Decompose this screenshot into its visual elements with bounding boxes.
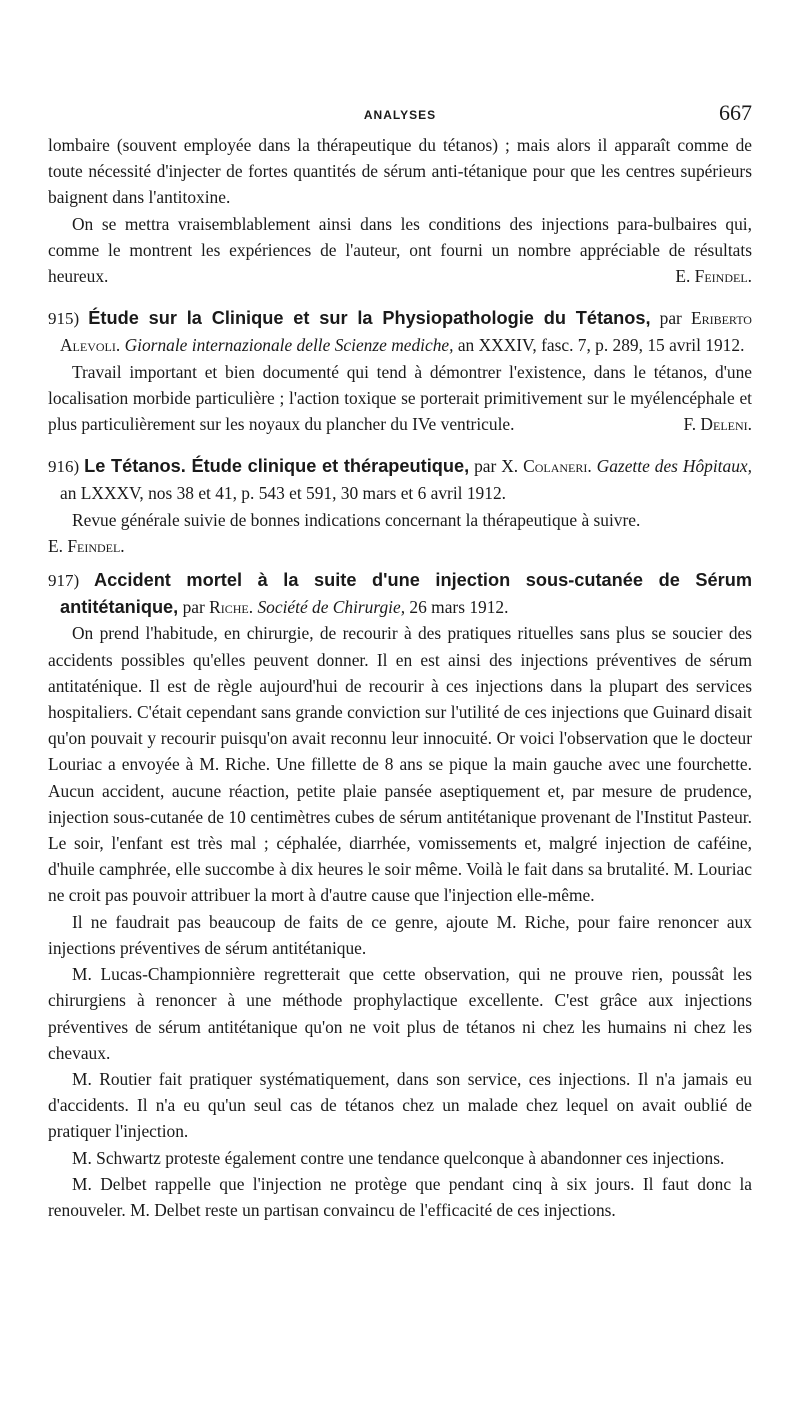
entry-917-number: 917) <box>48 571 80 591</box>
page-number: 667 <box>719 100 752 125</box>
entry-915-citation: an XXXIV, fasc. 7, p. 289, 15 avril 1912. <box>453 335 745 356</box>
carryover-paragraph-2 <box>48 211 752 290</box>
entry-915-by: par <box>650 308 691 329</box>
entry-916-citation: an LXXXV, nos 38 et 41, p. 543 et 591, 30 mars et 6 avril 1912. <box>60 483 506 504</box>
entry-917-citation: 26 mars 1912. <box>405 597 509 618</box>
signature-feindel-1: E. Feindel. <box>675 266 752 287</box>
entry-915-paragraph-1 <box>48 359 752 438</box>
carryover-paragraph-2-text: On se mettra vraisemblablement ainsi dans les conditions des injections para-bulbaires qui, comme le montrent les expériences de l'auteur, ont fourni un nombre appréciable de résultats heureux. <box>48 213 752 287</box>
entry-915-paragraph-1-text: Travail important et bien documenté qui tend à démontrer l'existence, dans le tétanos, d'une localisation morbide particulière ; l'action toxique se porterait primitivement sur le myélencéphale et plus particulièrement sur les noyaux du plancher du IVe ventricule. <box>48 361 752 435</box>
entry-915-journal: Giornale internazionale delle Scienze mediche, <box>124 335 454 356</box>
entry-917-paragraph-3: M. Lucas-Championnière regretterait que cette observation, qui ne prouve rien, poussât les chirurgiens à renoncer à une méthode prophylactique excellente. C'est grâce aux injections préventives de sérum antitétanique qu'on ne voit plus de tétanos ni chez les humains ni chez les chevaux. <box>48 964 752 1063</box>
entry-917-journal: Société de Chirurgie, <box>257 597 406 618</box>
entry-917-paragraph-5: M. Schwartz proteste également contre une tendance quelconque à abandonner ces injections. <box>72 1147 725 1168</box>
entry-917-paragraph-6: M. Delbet rappelle que l'injection ne protège que pendant cinq à six jours. Il faut donc la renouveler. M. Delbet reste un partisan convaincu de l'efficacité de ces injections. <box>48 1173 752 1220</box>
entry-916-paragraph-1: Revue générale suivie de bonnes indications concernant la thérapeutique à suivre. <box>72 509 641 530</box>
entry-915-author: Eriberto Alevoli. <box>60 308 752 356</box>
page <box>48 100 752 1223</box>
entry-917-heading <box>48 567 752 620</box>
entry-915-number: 915) <box>48 309 80 329</box>
entry-917-paragraph-1: On prend l'habitude, en chirurgie, de recourir à des pratiques rituelles sans plus se soucier des accidents possibles qu'elles peuvent donner. Il en est ainsi des injections préventives de sérum antitaténique. Il est de règle aujourd'hui de recourir à ces injections dans la plupart des services hospitaliers. C'était cependant sans grande conviction sur l'utilité de ces injections que Guinard disait qu'on pouvait y recourir puisqu'on avait reconnu leur innocuité. Or voici l'observation que le docteur Louriac a envoyée à M. Riche. Une fillette de 8 ans se pique la main gauche avec une fourchette. Aucun accident, aucune réaction, petite plaie pansée aseptiquement et, par mesure de prudence, injection sous-cutanée de 10 centimètres cubes de sérum antitétanique provenant de l'Institut Pasteur. Le soir, l'enfant est très mal ; céphalée, diarrhée, vomissements et, malgré injection de caféine, d'huile camphrée, elle succombe à dix heures le soir même. Voilà le fait dans sa brutalité. M. Louriac ne croit pas pouvoir attribuer la mort à d'autre cause que l'injection elle-même. <box>48 623 752 906</box>
running-head <box>48 100 752 132</box>
carryover-paragraph-1: lombaire (souvent employée dans la thérapeutique du tétanos) ; mais alors il apparaît comme de toute nécessité d'injecter de fortes quantités de sérum anti-tétanique pour que les centres supérieurs baignent dans l'antitoxine. <box>48 135 752 208</box>
page-body <box>48 132 752 1223</box>
entry-917-by: par <box>178 597 210 618</box>
entry-915-heading <box>48 305 752 358</box>
running-head-title: ANALYSES <box>363 108 437 122</box>
entry-916-heading <box>48 453 752 506</box>
entry-916-journal: Gazette des Hôpitaux, <box>596 456 752 477</box>
entry-916-title: Le Tétanos. Étude clinique et thérapeutique, <box>84 456 470 477</box>
entry-916-number: 916) <box>48 457 80 477</box>
entry-917-paragraph-4: M. Routier fait pratiquer systématiquement, dans son service, ces injections. Il n'a jamais eu d'accidents. Il n'a eu qu'un seul cas de tétanos chez un malade chez lequel on avait oublié de pratiquer l'injection. <box>48 1068 752 1142</box>
entry-917-paragraph-2: Il ne faudrait pas beaucoup de faits de ce genre, ajoute M. Riche, pour faire renoncer aux injections préventives de sérum antitétanique. <box>48 911 752 958</box>
signature-deleni: F. Deleni. <box>683 414 752 435</box>
entry-915-title: Étude sur la Clinique et sur la Physiopathologie du Tétanos, <box>88 308 651 329</box>
entry-917-title: Accident mortel à la suite d'une injection sous-cutanée de Sérum antitétanique, <box>60 570 752 618</box>
signature-feindel-2: E. Feindel. <box>48 535 125 556</box>
entry-916-by: par <box>469 456 502 477</box>
entry-916-author: X. Colaneri. <box>501 456 592 477</box>
entry-917-author: Riche. <box>209 597 254 618</box>
